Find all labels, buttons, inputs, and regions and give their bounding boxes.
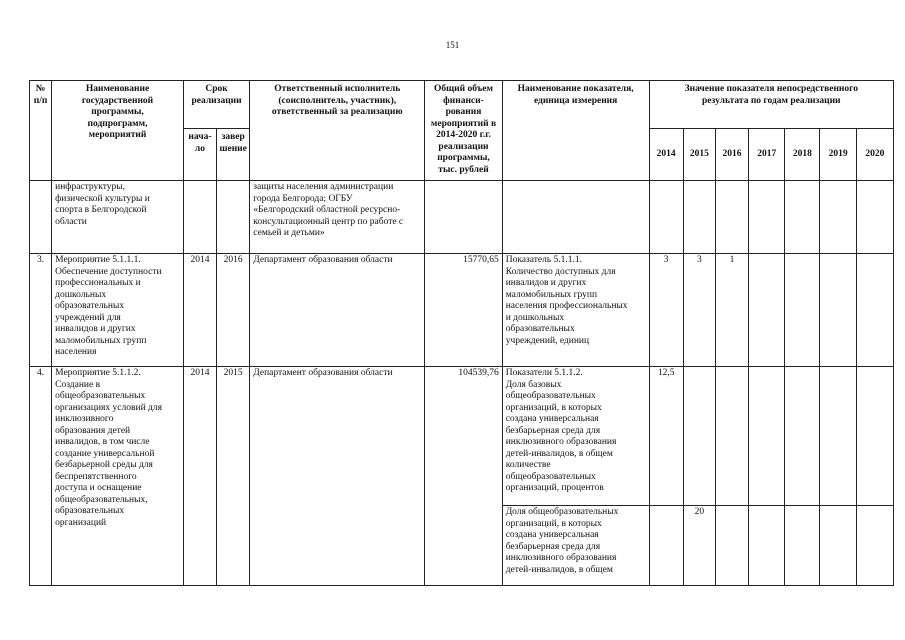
row-executor: Департамент образования области (250, 254, 425, 367)
value-2019 (820, 506, 856, 586)
value-2015: 3 (683, 254, 715, 367)
header-program-name: Наименование государственной программы, подпрограмм, мероприятий (52, 81, 184, 181)
row-start: 2014 (183, 254, 216, 367)
row-funding (425, 181, 502, 254)
header-year-2020: 2020 (856, 129, 893, 181)
header-year-2017: 2017 (749, 129, 785, 181)
value-2018 (785, 367, 820, 506)
header-indicator: Наименование показателя, единица измерения (502, 81, 649, 181)
row-funding: 15770,65 (425, 254, 502, 367)
value-2017 (749, 367, 785, 506)
row-end: 2015 (217, 367, 250, 586)
value-2016: 1 (715, 254, 748, 367)
program-table (29, 80, 894, 586)
table-row (30, 367, 894, 506)
header-year-2015: 2015 (683, 129, 715, 181)
row-name: инфраструктуры, физической культуры и спорта в Белгородской области (52, 181, 184, 254)
value-2017 (749, 506, 785, 586)
value-2014: 3 (649, 254, 683, 367)
value-2017 (749, 254, 785, 367)
header-num: № п/п (30, 81, 52, 181)
value-2015: 20 (683, 506, 715, 586)
page-number: 151 (445, 40, 460, 50)
value-2014 (649, 181, 683, 254)
value-2014: 12,5 (649, 367, 683, 506)
table-row (30, 254, 894, 367)
row-name: Мероприятие 5.1.1.2. Создание в общеобразовательных организациях условий для инклюзивного образования детей инвалидов, в том числе создание универсальной безбарьерной среды для беспрепятственного доступа и оснащение общеобразовательных, образовательных организаций (52, 367, 184, 586)
value-2017 (749, 181, 785, 254)
header-term: Срок реализации (183, 81, 249, 129)
value-2018 (785, 254, 820, 367)
row-indicator: Показатели 5.1.1.2. Доля базовых общеобразовательных организаций, в которых создана универсальная безбарьерная среда для инклюзивного образования детей-инвалидов, в общем количестве общеобразовательных организаций, процентов (502, 367, 649, 506)
header-executor: Ответственный исполнитель (соисполнитель, участник), ответственный за реализацию (250, 81, 425, 181)
value-2016 (715, 181, 748, 254)
value-2019 (820, 181, 856, 254)
value-2016 (715, 367, 748, 506)
value-2015 (683, 181, 715, 254)
value-2016 (715, 506, 748, 586)
header-year-2016: 2016 (715, 129, 748, 181)
row-indicator: Доля общеобразовательных организаций, в которых создана универсальная безбарьерная среда для инклюзивного образования детей-инвалидов, в общем (502, 506, 649, 586)
value-2020 (856, 254, 893, 367)
header-year-2019: 2019 (820, 129, 856, 181)
row-start (183, 181, 216, 254)
header-indicator-values: Значение показателя непосредственного результата по годам реализации (649, 81, 893, 129)
row-indicator (502, 181, 649, 254)
value-2014 (649, 506, 683, 586)
value-2018 (785, 181, 820, 254)
row-end (217, 181, 250, 254)
value-2019 (820, 254, 856, 367)
value-2020 (856, 367, 893, 506)
header-year-2014: 2014 (649, 129, 683, 181)
row-start: 2014 (183, 367, 216, 586)
value-2019 (820, 367, 856, 506)
header-year-2018: 2018 (785, 129, 820, 181)
row-num: 4. (30, 367, 52, 586)
row-name: Мероприятие 5.1.1.1. Обеспечение доступности профессиональных и дошкольных образовательных учреждений для инвалидов и других маломобильных групп населения (52, 254, 184, 367)
row-executor: защиты населения администрации города Белгорода; ОГБУ «Белгородский областной ресурсно- консультационный центр по работе с семьей и детьми» (250, 181, 425, 254)
row-num (30, 181, 52, 254)
table-row (30, 181, 894, 254)
value-2015 (683, 367, 715, 506)
row-funding: 104539,76 (425, 367, 502, 586)
row-indicator: Показатель 5.1.1.1. Количество доступных для инвалидов и других маломобильных групп населения профессиональных и дошкольных образовательных учреждений, единиц (502, 254, 649, 367)
row-num: 3. (30, 254, 52, 367)
value-2020 (856, 181, 893, 254)
row-executor: Департамент образования области (250, 367, 425, 586)
row-end: 2016 (217, 254, 250, 367)
header-term-start: нача- ло (183, 129, 216, 181)
header-funding: Общий объем финанси- рования мероприятий в 2014-2020 г.г. реализации программы, тыс. рублей (425, 81, 502, 181)
value-2020 (856, 506, 893, 586)
header-term-end: завер шение (217, 129, 250, 181)
value-2018 (785, 506, 820, 586)
